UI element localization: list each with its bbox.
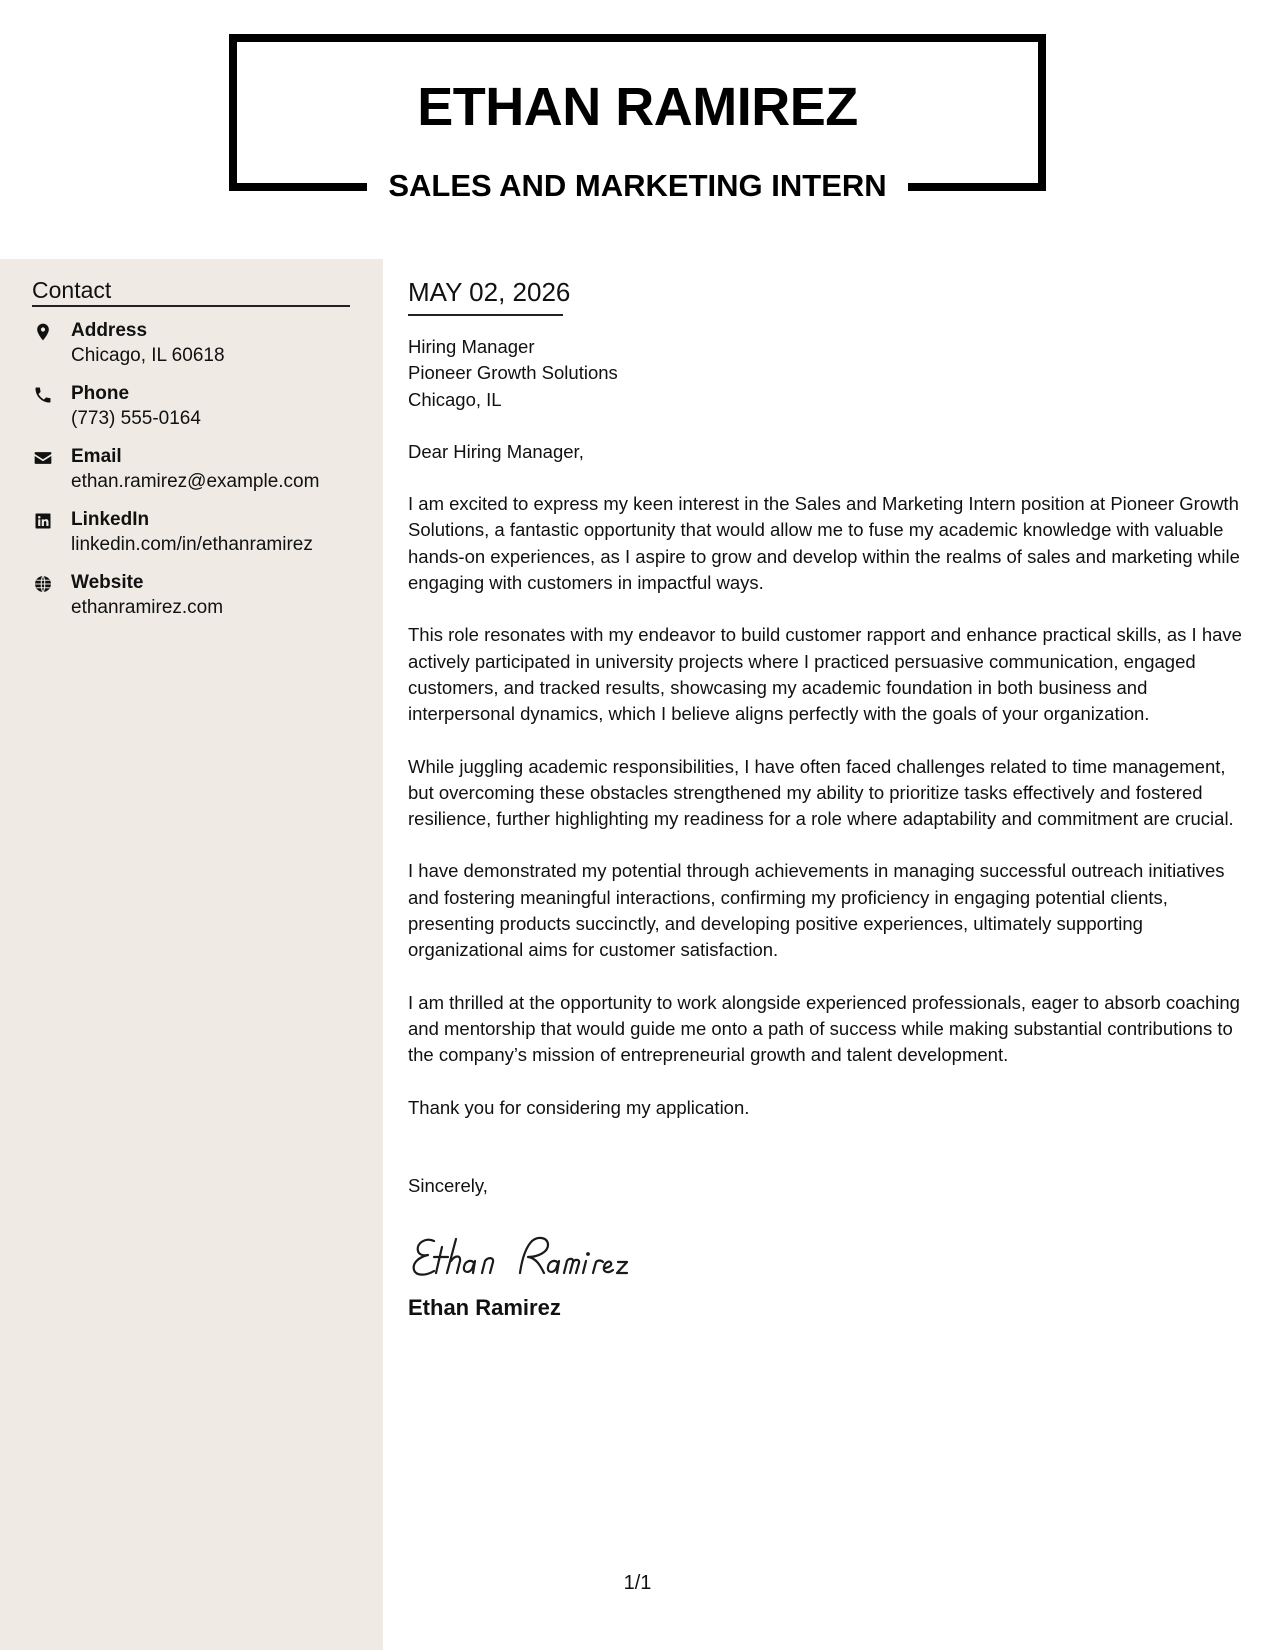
contact-label: LinkedIn <box>71 509 150 530</box>
applicant-name: ETHAN RAMIREZ <box>417 77 858 137</box>
signed-name: Ethan Ramirez <box>408 1295 561 1321</box>
contact-label: Phone <box>71 383 130 404</box>
contact-label: Address <box>71 320 148 341</box>
letter-body <box>408 275 1248 1323</box>
paragraph-thanks: Thank you for considering my application. <box>408 1096 750 1118</box>
paragraph-interest: I am excited to express my keen interest in the Sales and Marketing Intern position at Pioneer Growth Solutions, a fantastic opportunity that would allow me to fuse my academic knowledge with valuable hands-on experiences, as I aspire to grow and develop within the realms of sales and marketing while engaging with customers in impactful ways. <box>408 493 1240 594</box>
contact-value-website[interactable]: ethanramirez.com <box>71 597 224 618</box>
contact-value-address: Chicago, IL 60618 <box>71 345 225 366</box>
contact-item-email <box>32 444 372 500</box>
header-frame-bottom-left <box>229 183 367 191</box>
contact-heading: Contact <box>32 277 112 303</box>
recipient-company: Pioneer Growth Solutions <box>408 362 618 384</box>
globe-icon <box>32 573 54 595</box>
letter-header <box>0 0 1275 259</box>
applicant-role: SALES AND MARKETING INTERN <box>388 168 887 203</box>
recipient-block <box>408 334 1248 413</box>
header-frame-left <box>229 34 237 191</box>
paragraph-motivation: This role resonates with my endeavor to build customer rapport and enhance practical skills, as I have actively participated in university projects where I practiced persuasive communication, engaged customers, and tracked results, showcasing my academic foundation in both business and interpersonal dynamics, which I believe aligns perfectly with the goals of your organization. <box>408 624 1242 725</box>
contact-item-linkedin <box>32 507 372 563</box>
contact-label: Website <box>71 572 144 593</box>
contact-value-linkedin[interactable]: linkedin.com/in/ethanramirez <box>71 534 313 555</box>
closing: Sincerely, <box>408 1174 488 1196</box>
paragraph-opportunity: I am thrilled at the opportunity to work alongside experienced professionals, eager to absorb coaching and mentorship that would guide me onto a path of success while making substantial contributions to the company’s mission of entrepreneurial growth and talent development. <box>408 991 1240 1066</box>
header-frame-right <box>1038 34 1046 191</box>
contact-value-phone: (773) 555-0164 <box>71 408 201 429</box>
contact-value-email[interactable]: ethan.ramirez@example.com <box>71 471 320 492</box>
contact-item-website <box>32 570 372 626</box>
linkedin-icon <box>32 510 54 532</box>
contact-item-phone <box>32 381 372 437</box>
page-number: 1/1 <box>623 1572 652 1594</box>
paragraph-achievements: I have demonstrated my potential through achievements in managing successful outreach initiatives and fostering meaningful interactions, confirming my proficiency in engaging potential clients, presenting products succinctly, and developing positive experiences, ultimately supporting organizational aims for customer satisfaction. <box>408 860 1225 961</box>
header-frame-bottom-right <box>908 183 1046 191</box>
contact-heading-rule <box>32 305 350 307</box>
handwritten-signature <box>408 1219 668 1289</box>
envelope-icon <box>32 447 54 469</box>
header-frame-top <box>229 34 1046 42</box>
date-underline <box>408 314 563 316</box>
recipient-location: Chicago, IL <box>408 388 502 410</box>
map-pin-icon <box>32 321 54 343</box>
contact-label: Email <box>71 446 122 467</box>
letter-date: MAY 02, 2026 <box>408 277 571 307</box>
phone-icon <box>32 384 54 406</box>
paragraph-challenges: While juggling academic responsibilities, I have often faced challenges related to time management, but overcoming these obstacles strengthened my ability to prioritize tasks effectively and fostered resilience, further highlighting my readiness for a role where adaptability and commitment are crucial. <box>408 755 1234 830</box>
recipient-title: Hiring Manager <box>408 336 535 357</box>
contact-item-address <box>32 318 372 374</box>
salutation: Dear Hiring Manager, <box>408 440 584 462</box>
